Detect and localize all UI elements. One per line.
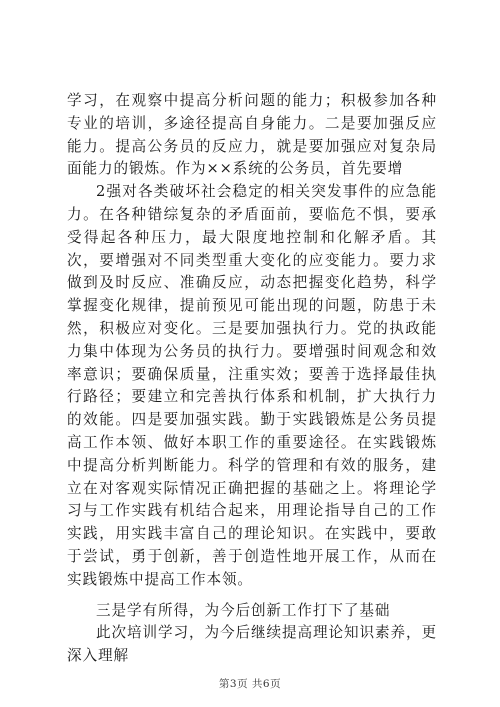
paragraph-continued: 学习，在观察中提高分析问题的能力；积极参加各种专业的培训，多途径提高自身能力。二是要加强反应能力。提高公务员的反应力，就是要加强应对复杂局面能力的锻炼。作为××系统的公务员，首先要增 <box>67 92 437 178</box>
document-body <box>67 90 437 668</box>
paragraph-training-summary: 此次培训学习，为今后继续提高理论知识素养，更深入理解 <box>67 624 437 665</box>
paragraph-emergency-response: 2强对各类破坏社会稳定的相关突发事件的应急能力。在各种错综复杂的矛盾面前，要临危不惧，要承受得起各种压力，最大限度地控制和化解矛盾。其次，要增强对不同类型重大变化的应变能力。要力求做到及时反应、准确反应，动态把握变化趋势，科学掌握变化规律，提前预见可能出现的问题，防患于未然，积极应对变化。三是要加强执行力。党的执政能力集中体现为公务员的执行力。要增强时间观念和效率意识；要确保质量，注重实效；要善于选择最佳执行路径；要建立和完善执行体系和机制，扩大执行力的效能。四是要加强实践。勤于实践锻炼是公务员提高工作本领、做好本职工作的重要途径。在实践锻炼中提高分析判断能力。科学的管理和有效的服务，建立在对客观实际情况正确把握的基础之上。将理论学习与工作实践有机结合起来，用理论指导自己的工作实践，用实践丰富自己的理论知识。在实践中，要敢于尝试，勇于创新，善于创造性地开展工作，从而在实践锻炼中提高工作本领。 <box>67 183 437 588</box>
section-heading-learning-gains: 三是学有所得，为今后创新工作打下了基础 <box>96 601 391 619</box>
page-number-footer: 第3页 共6页 <box>218 678 282 690</box>
